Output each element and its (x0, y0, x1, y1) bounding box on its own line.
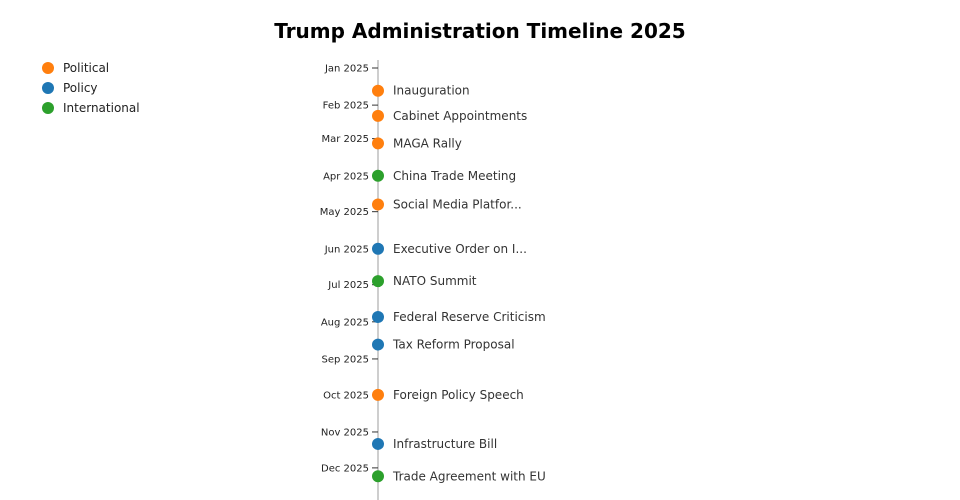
legend-label-political: Political (63, 61, 110, 75)
tick-label: Jan 2025 (324, 63, 369, 75)
timeline-event[interactable] (372, 469, 546, 483)
timeline-event[interactable] (372, 84, 470, 98)
event-label: Tax Reform Proposal (393, 337, 515, 352)
tick-label: Aug 2025 (320, 317, 369, 329)
tick-label: Sep 2025 (321, 354, 369, 366)
legend (42, 61, 140, 115)
event-marker[interactable] (372, 275, 384, 287)
tick-label: Nov 2025 (320, 427, 369, 439)
event-label: Cabinet Appointments (393, 108, 528, 123)
tick-label: Oct 2025 (323, 390, 369, 402)
legend-label-policy: Policy (63, 81, 98, 95)
legend-label-international: International (63, 101, 140, 115)
timeline-event[interactable] (372, 169, 516, 183)
event-label: Federal Reserve Criticism (393, 310, 546, 325)
event-marker[interactable] (372, 110, 384, 122)
timeline-event[interactable] (372, 136, 462, 150)
event-marker[interactable] (372, 311, 384, 323)
axis-ticks (320, 64, 378, 475)
event-label: Infrastructure Bill (393, 436, 498, 451)
timeline-event[interactable] (372, 338, 515, 352)
tick-label: Jun 2025 (324, 244, 369, 256)
timeline-event[interactable] (372, 197, 522, 211)
event-label: NATO Summit (393, 274, 477, 289)
timeline-events (372, 84, 546, 484)
event-marker[interactable] (372, 198, 384, 210)
timeline-event[interactable] (372, 242, 527, 256)
event-marker[interactable] (372, 137, 384, 149)
event-label: Inauguration (393, 83, 470, 98)
event-marker[interactable] (372, 389, 384, 401)
event-label: Executive Order on I... (393, 241, 527, 256)
tick-label: May 2025 (319, 207, 369, 219)
legend-swatch-policy (42, 82, 54, 94)
event-marker[interactable] (372, 339, 384, 351)
legend-swatch-political (42, 62, 54, 74)
tick-label: Mar 2025 (321, 134, 369, 146)
tick-label: Dec 2025 (321, 463, 369, 475)
event-label: China Trade Meeting (393, 168, 517, 183)
timeline-event[interactable] (372, 310, 546, 324)
tick-label: Jul 2025 (328, 280, 369, 292)
timeline-event[interactable] (372, 437, 497, 451)
event-marker[interactable] (372, 470, 384, 482)
tick-label: Feb 2025 (322, 100, 369, 112)
event-label: Trade Agreement with EU (393, 469, 546, 484)
timeline-event[interactable] (372, 109, 527, 123)
event-marker[interactable] (372, 85, 384, 97)
legend-swatch-international (42, 102, 54, 114)
chart-title: Trump Administration Timeline 2025 (274, 19, 686, 43)
timeline-event[interactable] (372, 274, 477, 288)
event-marker[interactable] (372, 243, 384, 255)
event-label: Foreign Policy Speech (393, 387, 524, 402)
event-marker[interactable] (372, 438, 384, 450)
event-label: MAGA Rally (393, 136, 462, 151)
timeline-event[interactable] (372, 388, 524, 402)
tick-label: Apr 2025 (323, 171, 369, 183)
event-marker[interactable] (372, 170, 384, 182)
event-label: Social Media Platfor... (393, 197, 522, 212)
